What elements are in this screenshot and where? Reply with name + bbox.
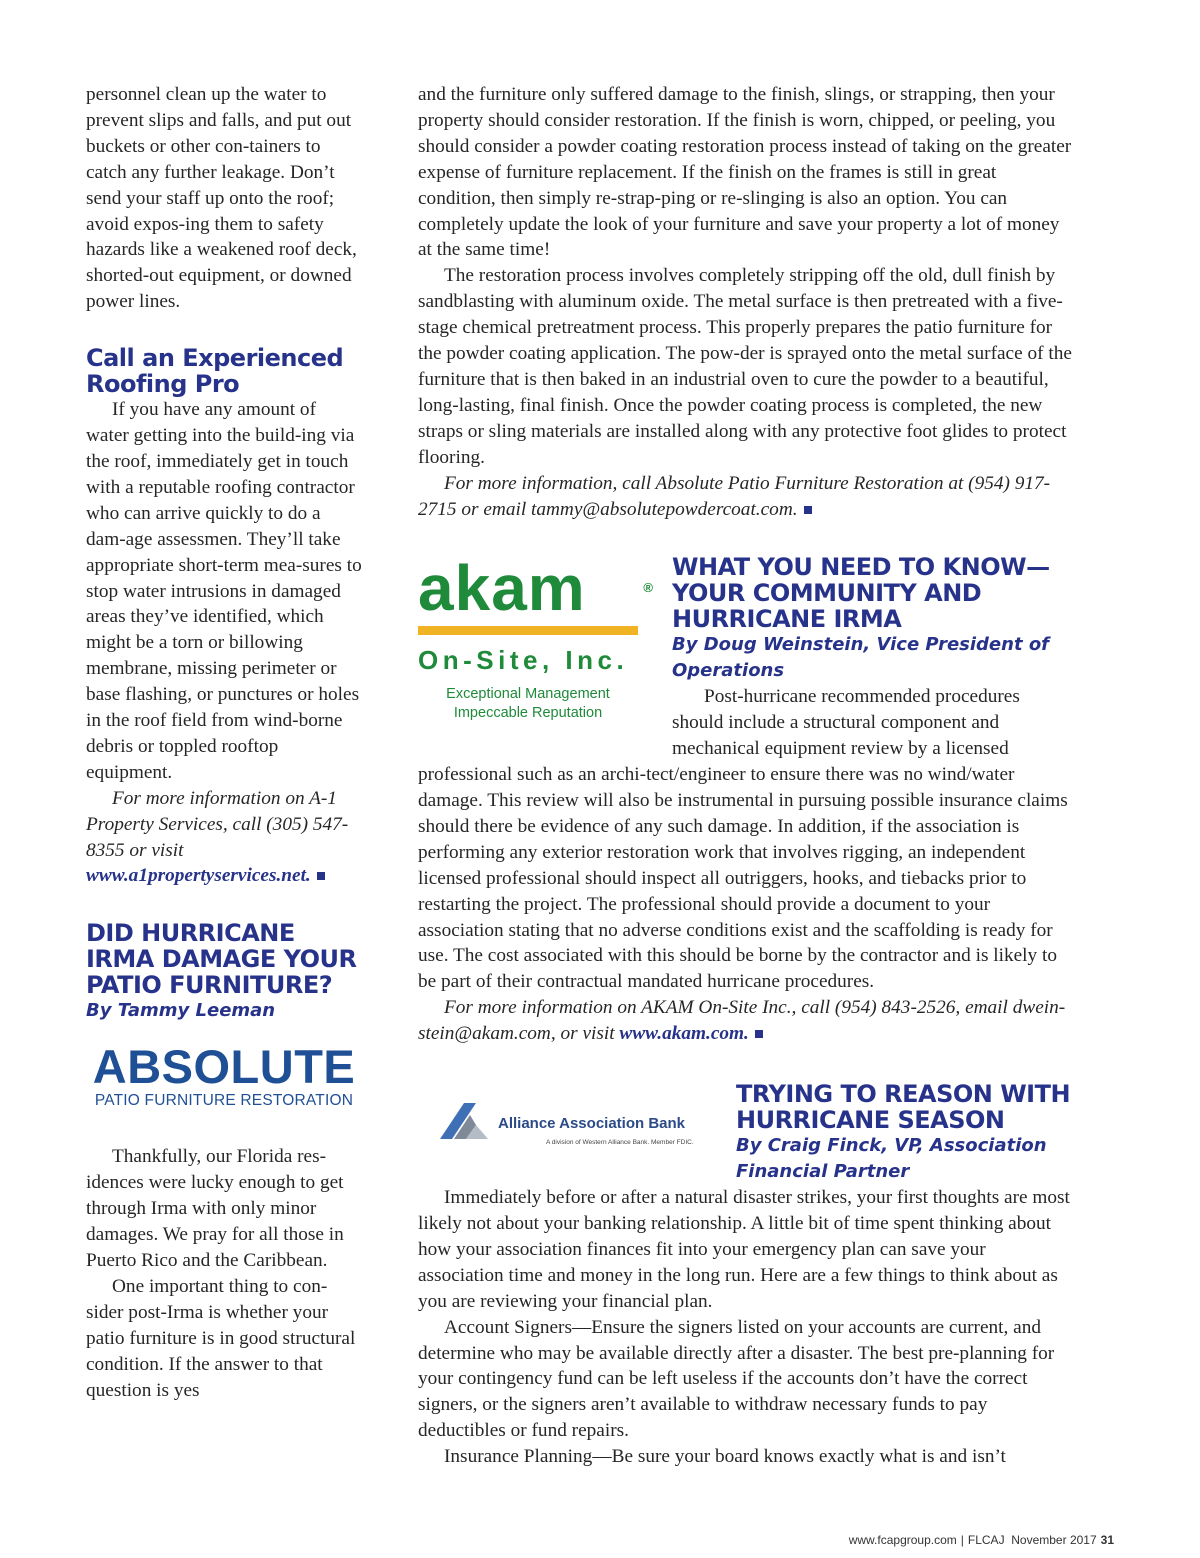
- akam-logo: [418, 552, 658, 738]
- paragraph: Immediately before or after a natural disaster strikes, your first thoughts are most likely not about your banking relationship. A little bit of time spent thinking about how your association finances fit into your emergency plan can save your association time and money in the long run. Here are a few things to think about as you are reviewing your financial plan.: [418, 1187, 1070, 1312]
- byline-alliance: By Craig Finck, VP, Association Financial Partner: [736, 1135, 1047, 1183]
- end-mark: [755, 1030, 763, 1038]
- end-mark: [804, 506, 812, 514]
- alliance-bank-logo: [418, 1081, 718, 1177]
- subheading-roofing: Call an Experienced Roofing Pro: [86, 344, 344, 399]
- article-title-akam: WHAT YOU NEED TO KNOW—YOUR COMMUNITY AND HURRICANE IRMA: [672, 553, 1050, 634]
- alliance-logo-icon: [436, 1099, 492, 1145]
- akam-logo-bar: [418, 626, 638, 635]
- paragraph: personnel clean up the water to prevent slips and falls, and put out buckets or other con-tainers to catch any further leakage. Don’t send your staff up onto the roof; avoid expos-ing them to safety hazards like a weakened roof deck, shorted-out equipment, or downed power lines.: [86, 84, 357, 313]
- akam-article: [418, 554, 1074, 1047]
- akam-logo-tagline: [418, 685, 638, 723]
- end-mark: [317, 872, 325, 880]
- paragraph: One important thing to con-sider post-Irma is whether your patio furniture is in good structural condition. If the answer to that question is yes: [86, 1275, 356, 1401]
- contact-info: [86, 786, 362, 890]
- registered-mark: ®: [643, 580, 654, 596]
- contact-text: For more information on A-1 Property Services, call (305) 547-8355 or visit: [86, 787, 349, 861]
- byline-akam: By Doug Weinstein, Vice President of Operations: [672, 634, 1050, 682]
- akam-logo-wordmark: [418, 552, 658, 625]
- right-column: [418, 82, 1074, 1470]
- paragraph: Thankfully, our Florida res-idences were lucky enough to get through Irma with only minor damages. We pray for all those in Puerto Rico and the Caribbean.: [86, 1146, 344, 1271]
- paragraph: Insurance Planning—Be sure your board knows exactly what is and isn’t: [444, 1446, 1006, 1468]
- alliance-logo-subtitle: A division of Western Alliance Bank. Member FDIC.: [546, 1139, 694, 1147]
- a1-website-link[interactable]: www.a1propertyservices.net.: [86, 865, 311, 887]
- paragraph: Post-hurricane recommended procedures should include a structural component and mechanical equipment review by a licensed professional such as an archi-tect/engineer to ensure there was no wind/water damage. This review will also be instrumental in pursuing possible insurance claims should there be evidence of any such damage. In addition, if the association is performing any exterior restoration work that involves rigging, an independent licensed professional should inspect all outriggers, hooks, and tiebacks prior to restarting the project. The professional should provide a document to your association stating that no adverse conditions exist and the scaffolding is ready for use. The cost associated with this should be borne by the contractor and is likely to be part of their contractual mandated hurricane procedures.: [418, 686, 1068, 993]
- footer-publication: FLCAJ: [967, 1533, 1005, 1547]
- akam-logo-onsite: On-Site, Inc.: [418, 645, 629, 676]
- left-column: [86, 82, 362, 1403]
- contact-info: [418, 471, 1074, 523]
- alliance-article: [418, 1081, 1074, 1470]
- footer-site: www.fcapgroup.com: [848, 1533, 957, 1547]
- article-title-alliance: TRYING TO REASON WITH HURRICANE SEASON: [736, 1080, 1071, 1135]
- absolute-logo-wordmark: ABSOLUTE: [92, 1040, 356, 1094]
- article-title-patio: DID HURRICANE IRMA DAMAGE YOUR PATIO FURNITURE?: [86, 919, 357, 1000]
- paragraph: If you have any amount of water getting into the build-ing via the roof, immediately get in touch with a reputable roofing contractor who can arrive quickly to do a dam-age assessmen. They’ll take appropriate short-term mea-sures to stop water intrusions in damaged areas they’ve identified, which might be a torn or billowing membrane, missing perimeter or base flashing, or punctures or holes in the roof field from wind-borne debris or toppled rooftop equipment.: [86, 399, 362, 783]
- absolute-logo-tagline: PATIO FURNITURE RESTORATION: [94, 1092, 354, 1110]
- akam-tagline-line1: Exceptional Management: [446, 686, 610, 703]
- paragraph: and the furniture only suffered damage to the finish, slings, or strapping, then your property should consider restoration. If the finish is worn, chipped, or peeling, you should consider a powder coating restoration process instead of taking on the greater expense of furniture replacement. If the finish on the frames is still in great condition, then simply re-strap-ping or re-slinging is also an option. You can completely update the look of your furniture and save your property a lot of money at the same time!: [418, 84, 1072, 261]
- byline-patio: By Tammy Leeman: [86, 1000, 276, 1022]
- contact-text: For more information on AKAM On-Site Inc., call (954) 843-2526, email dwein-stein@akam.com, or visit: [418, 997, 1066, 1045]
- footer-separator: |: [960, 1533, 964, 1547]
- contact-info: [418, 995, 1074, 1047]
- page-number: 31: [1100, 1533, 1114, 1547]
- akam-website-link[interactable]: www.akam.com.: [619, 1023, 749, 1045]
- page-footer: [849, 1533, 1114, 1547]
- absolute-logo: [86, 1042, 362, 1112]
- paragraph: Account Signers—Ensure the signers listed on your accounts are current, and determine who may be available directly after a disaster. The best pre-planning for your contingency fund can be left useless if the accounts don’t have the correct signers, or the signers aren’t available to withdraw necessary funds to pay deductibles or fund repairs.: [418, 1316, 1055, 1442]
- footer-date: November 2017: [1011, 1533, 1097, 1547]
- paragraph: The restoration process involves completely stripping off the old, dull finish by sandblasting with aluminum oxide. The metal surface is then pretreated with a five-stage chemical pretreatment process. This properly prepares the patio furniture for the powder coating application. The pow-der is sprayed onto the metal surface of the furniture that is then baked in an industrial oven to cure the powder to a beautiful, long-lasting, final finish. Once the powder coating process is completed, the new straps or sling materials are installed along with any protective foot glides to protect flooring.: [418, 265, 1072, 468]
- contact-text: For more information, call Absolute Patio Furniture Restoration at (954) 917-2715 or email tammy@absolutepowdercoat.com.: [418, 472, 1051, 520]
- akam-tagline-line2: Impeccable Reputation: [453, 705, 603, 722]
- akam-logo-text: akam: [418, 552, 586, 625]
- alliance-logo-name: Alliance Association Bank: [498, 1115, 686, 1133]
